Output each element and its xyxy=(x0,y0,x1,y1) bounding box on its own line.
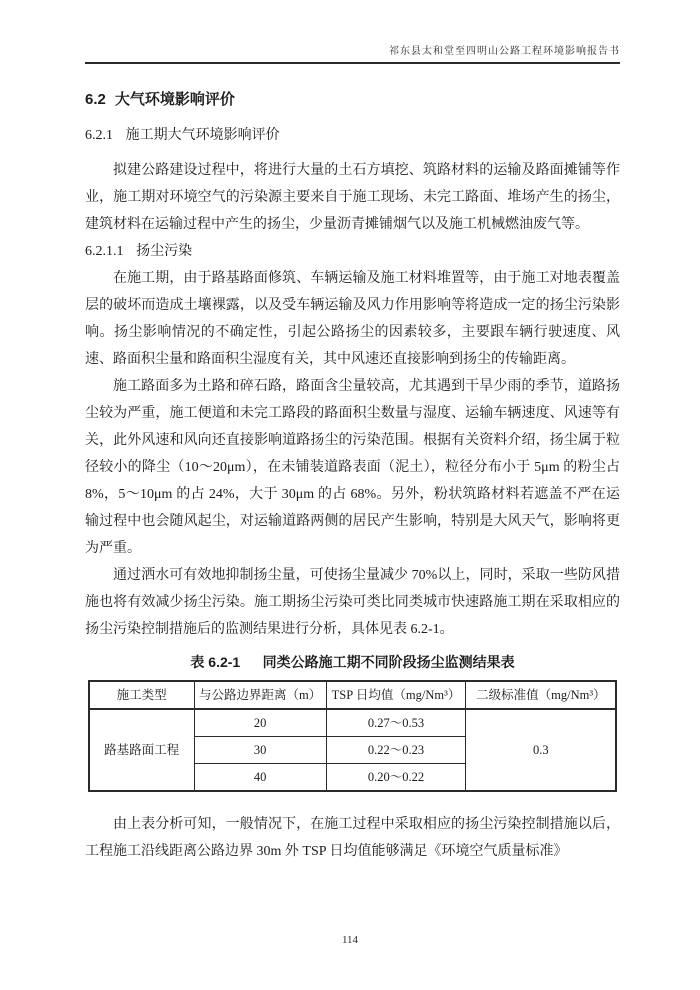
section-number: 6.2.1.1 xyxy=(85,244,124,259)
table-caption-title: 同类公路施工期不同阶段扬尘监测结果表 xyxy=(262,654,515,670)
section-number: 6.2.1 xyxy=(85,128,113,143)
section-heading-6-2-1-1 xyxy=(85,238,620,265)
header-cell-standard: 二级标准值（mg/Nm³） xyxy=(466,681,616,709)
section-heading-6-2 xyxy=(85,89,620,111)
paragraph-dust-causes: 在施工期，由于路基路面修筑、车辆运输及施工材料堆置等，由于施工对地表覆盖层的破坏而造成土壤裸露，以及受车辆运输及风力作用影响等将造成一定的扬尘污染影响。扬尘影响情况的不确定性，引起公路扬尘的因素较多，主要跟车辆行驶速度、风速、路面积尘量和路面积尘湿度有关，其中风速还直接影响到扬尘的传输距离。 xyxy=(85,271,620,367)
paragraph-conclusion: 由上表分析可知，一般情况下，在施工过程中采取相应的扬尘污染控制措施以后，工程施工沿线距离公路边界 30m 外 TSP 日均值能够满足《环境空气质量标准》 xyxy=(85,817,620,859)
header-rule xyxy=(85,62,620,64)
cell-standard-value: 0.3 xyxy=(466,709,616,791)
cell-tsp: 0.22～0.23 xyxy=(326,737,466,764)
paragraph-intro: 拟建公路建设过程中，将进行大量的土石方填挖、筑路材料的运输及路面摊铺等作业，施工期对环境空气的污染源主要来自于施工现场、未完工路面、堆场产生的扬尘，建筑材料在运输过程中产生的扬尘，少量沥青摊铺烟气以及施工机械燃油废气等。 xyxy=(85,163,620,232)
paragraph-water-spraying: 通过洒水可有效地抑制扬尘量，可使扬尘量减少 70%以上，同时，采取一些防风措施也将有效减少扬尘污染。施工期扬尘污染可类比同类城市快速路施工期在采取相应的扬尘污染控制措施后的监测结果进行分析，具体见表 6.2-1。 xyxy=(85,568,620,637)
table-caption-label: 表 6.2-1 xyxy=(190,654,241,670)
cell-construction-type: 路基路面工程 xyxy=(89,709,195,791)
running-header: 祁东县太和堂至四明山公路工程环境影响报告书 xyxy=(389,46,620,57)
cell-tsp: 0.20～0.22 xyxy=(326,764,466,792)
header-cell-construction-type: 施工类型 xyxy=(89,681,195,709)
table-row xyxy=(89,709,617,737)
table-caption xyxy=(85,650,620,674)
section-heading-6-2-1 xyxy=(85,124,620,148)
section-title: 施工期大气环境影响评价 xyxy=(125,128,280,143)
cell-tsp: 0.27～0.53 xyxy=(326,709,466,737)
section-number: 6.2 xyxy=(85,91,106,108)
dust-monitoring-table xyxy=(88,680,618,792)
table-header-row xyxy=(89,681,617,709)
cell-distance: 30 xyxy=(194,737,326,764)
cell-distance: 40 xyxy=(194,764,326,792)
page-number: 114 xyxy=(341,934,359,946)
section-title: 扬尘污染 xyxy=(136,244,193,259)
cell-distance: 20 xyxy=(194,709,326,737)
paragraph-dust-particle-sizes: 施工路面多为土路和碎石路，路面含尘量较高，尤其遇到干旱少雨的季节，道路扬尘较为严重，施工便道和未完工路段的路面积尘数量与湿度、运输车辆速度、风速等有关，此外风速和风向还直接影响道路扬尘的污染范围。根据有关资料介绍，扬尘属于粒径较小的降尘（10～20μm），在未铺装道路表面（泥土），粒径分布小于 5μm 的粉尘占 8%，5～10μm 的占 24%，大于 30μm 的占 68%。另外，粉状筑路材料若遮盖不严在运输过程中也会随风起尘，对运输道路两侧的居民产生影响，特别是大风天气，影响将更为严重。 xyxy=(85,379,620,556)
header-cell-distance: 与公路边界距离（m） xyxy=(194,681,326,709)
section-title: 大气环境影响评价 xyxy=(114,91,235,108)
header-cell-tsp: TSP 日均值（mg/Nm³） xyxy=(326,681,466,709)
